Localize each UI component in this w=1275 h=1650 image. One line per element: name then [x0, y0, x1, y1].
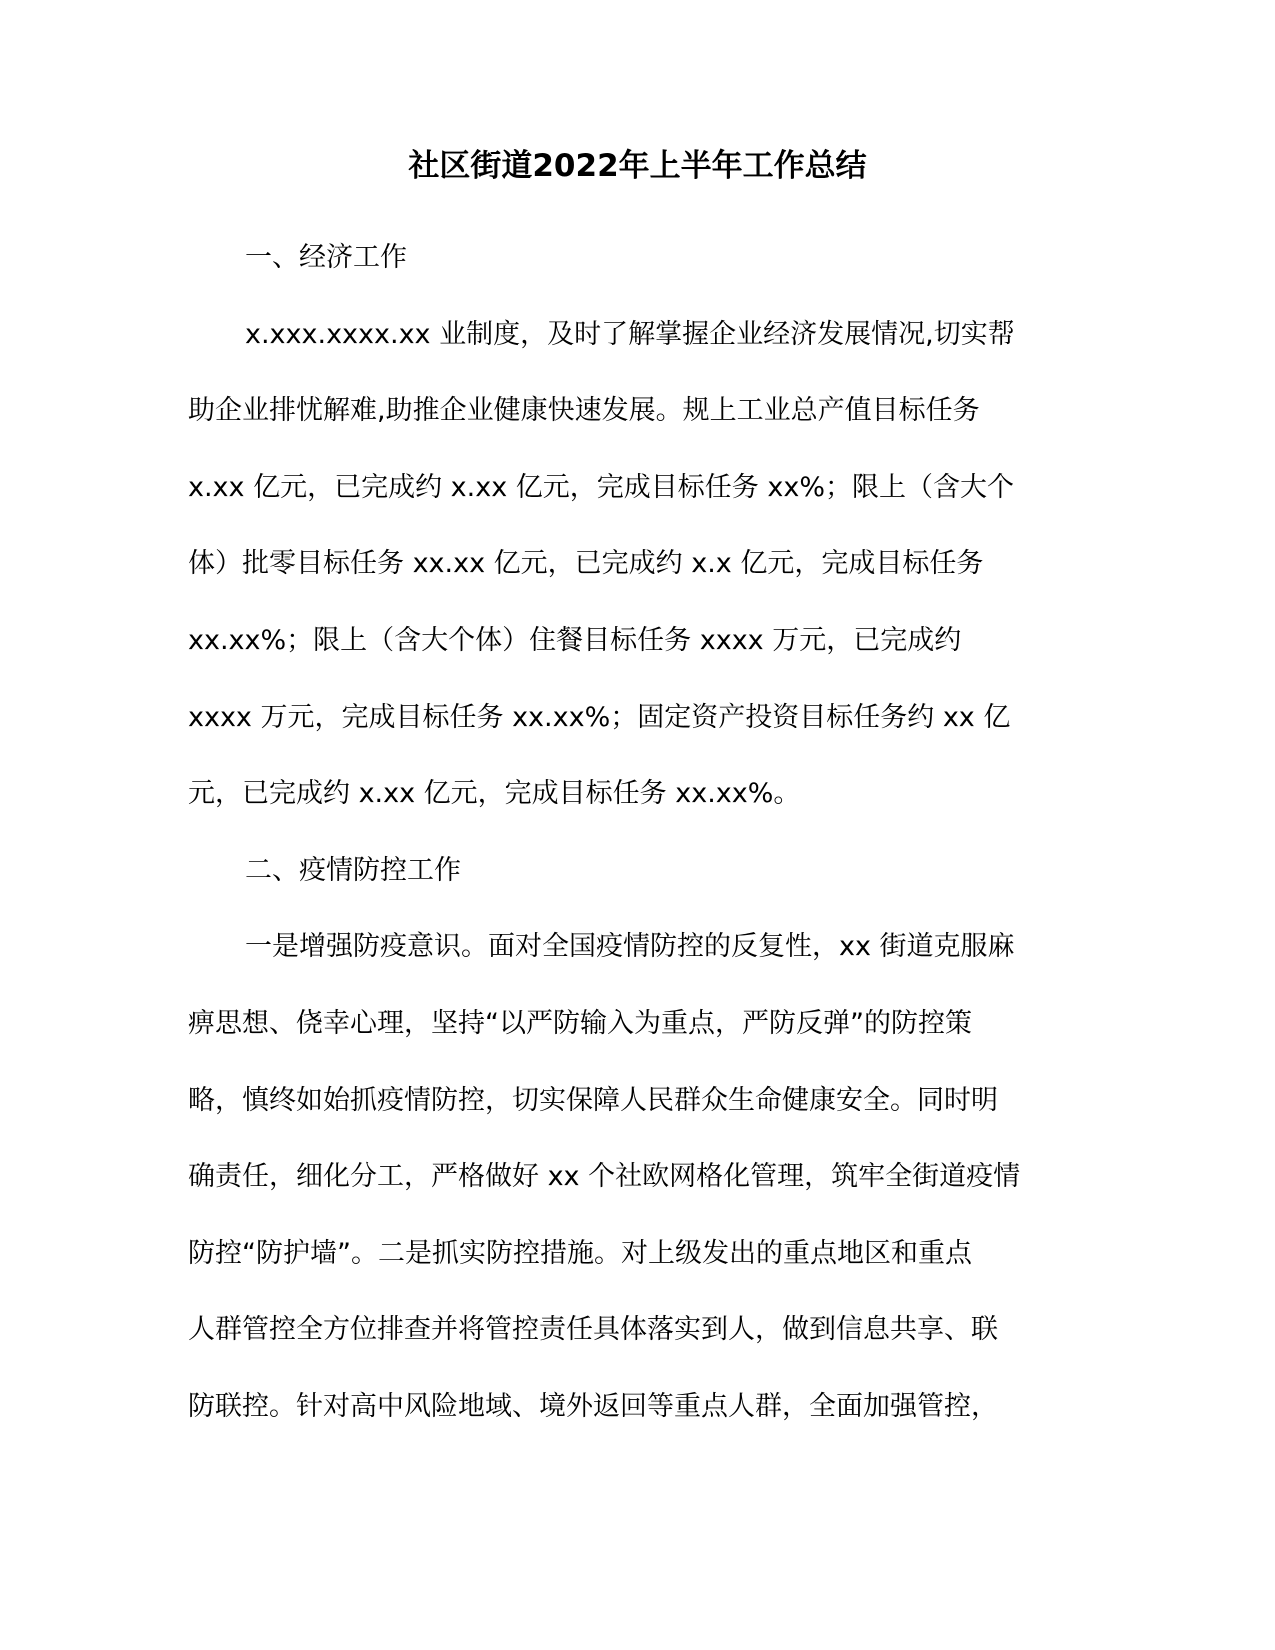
document-body [188, 220, 1078, 1446]
paragraph-line: xxxx 万元，完成目标任务 xx.xx%；固定资产投资目标任务约 xx 亿 [188, 701, 1011, 733]
paragraph-line: 一是增强防疫意识。面对全国疫情防控的反复性，xx 街道克服麻 [245, 931, 1015, 963]
paragraph-line: 防控“防护墙”。二是抓实防控措施。对上级发出的重点地区和重点 [188, 1237, 972, 1269]
paragraph-line: 体）批零目标任务 xx.xx 亿元，已完成约 x.x 亿元，完成目标任务 [188, 548, 984, 580]
document-title: 社区街道2022年上半年工作总结 [408, 148, 867, 184]
paragraph-line: 防联控。针对高中风险地域、境外返回等重点人群，全面加强管控， [188, 1390, 998, 1422]
paragraph-line: x.xxx.xxxx.xx 业制度，及时了解掌握企业经济发展情况,切实帮 [245, 318, 1015, 350]
section-heading-epidemic: 二、疫情防控工作 [245, 854, 461, 886]
paragraph-line: 痹思想、侥幸心理，坚持“以严防输入为重点，严防反弹”的防控策 [188, 1007, 972, 1039]
paragraph-line: 元，已完成约 x.xx 亿元，完成目标任务 xx.xx%。 [188, 778, 801, 810]
paragraph-line: xx.xx%；限上（含大个体）住餐目标任务 xxxx 万元，已完成约 [188, 624, 962, 656]
paragraph-line: x.xx 亿元，已完成约 x.xx 亿元，完成目标任务 xx%；限上（含大个 [188, 471, 1014, 503]
paragraph-line: 确责任，细化分工，严格做好 xx 个社欧网格化管理，筑牢全街道疫情 [188, 1161, 1021, 1193]
paragraph-line: 人群管控全方位排查并将管控责任具体落实到人，做到信息共享、联 [188, 1314, 998, 1346]
paragraph-line: 略，慎终如始抓疫情防控，切实保障人民群众生命健康安全。同时明 [188, 1084, 998, 1116]
section-heading-economy: 一、经济工作 [245, 242, 407, 273]
paragraph-line: 助企业排忧解难,助推企业健康快速发展。规上工业总产值目标任务 [188, 395, 980, 427]
